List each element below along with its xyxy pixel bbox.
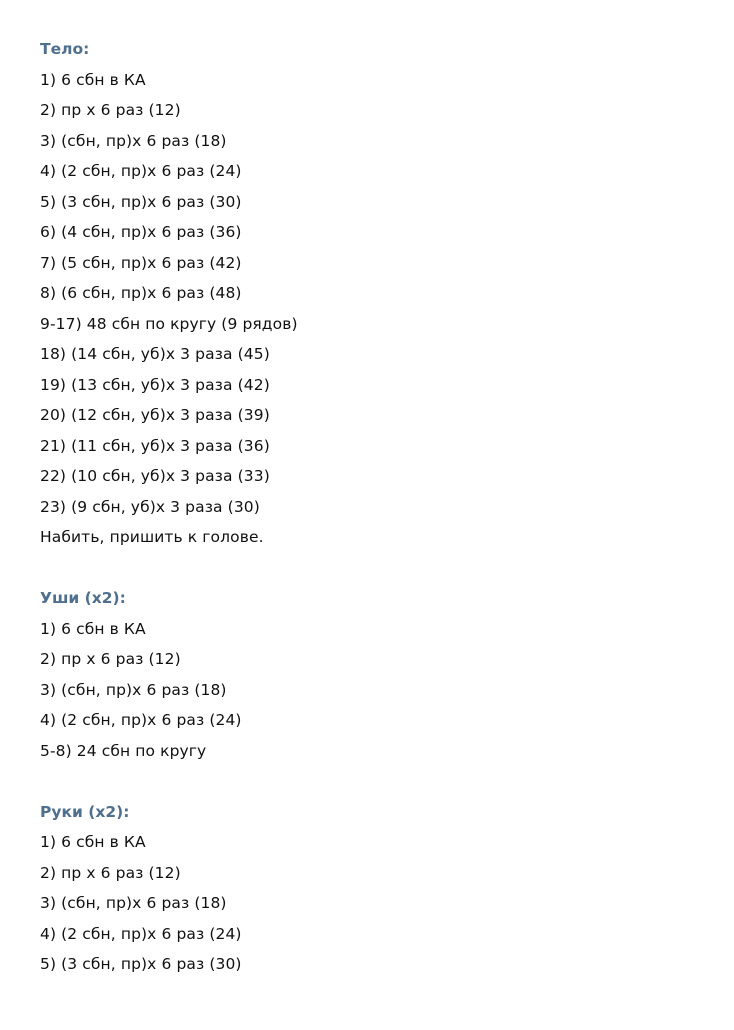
section-arms xyxy=(40,797,700,980)
pattern-row: 1) 6 сбн в КА xyxy=(40,833,146,851)
pattern-row: 1) 6 сбн в КА xyxy=(40,70,146,89)
pattern-row: 1) 6 сбн в КА xyxy=(40,619,146,638)
pattern-row: 5-8) 24 сбн по кругу xyxy=(40,741,207,760)
section-heading: Уши (х2): xyxy=(40,589,126,607)
pattern-row: 3) (сбн, пр)х 6 раз (18) xyxy=(40,680,227,699)
pattern-row: 4) (2 сбн, пр)х 6 раз (24) xyxy=(40,711,242,729)
pattern-row: 4) (2 сбн, пр)х 6 раз (24) xyxy=(40,924,242,943)
pattern-row: 2) пр х 6 раз (12) xyxy=(40,863,181,882)
pattern-row: 8) (6 сбн, пр)х 6 раз (48) xyxy=(40,284,242,302)
pattern-row: 5) (3 сбн, пр)х 6 раз (30) xyxy=(40,192,242,211)
pattern-row: 22) (10 сбн, уб)х 3 раза (33) xyxy=(40,467,270,485)
pattern-row: 3) (сбн, пр)х 6 раз (18) xyxy=(40,894,227,912)
pattern-row: 2) пр х 6 раз (12) xyxy=(40,650,181,668)
pattern-row: 2) пр х 6 раз (12) xyxy=(40,101,181,119)
pattern-row: 18) (14 сбн, уб)х 3 раза (45) xyxy=(40,345,270,363)
pattern-row: 19) (13 сбн, уб)х 3 раза (42) xyxy=(40,375,270,394)
section-body xyxy=(40,34,700,553)
pattern-row: 9-17) 48 сбн по кругу (9 рядов) xyxy=(40,314,298,333)
pattern-row: 5) (3 сбн, пр)х 6 раз (30) xyxy=(40,955,242,973)
pattern-row: 6) (4 сбн, пр)х 6 раз (36) xyxy=(40,223,242,241)
section-heading: Руки (х2): xyxy=(40,802,130,821)
section-heading: Тело: xyxy=(40,40,90,58)
pattern-note: Набить, пришить к голове. xyxy=(40,528,264,546)
pattern-row: 4) (2 сбн, пр)х 6 раз (24) xyxy=(40,162,242,180)
pattern-row: 23) (9 сбн, уб)х 3 раза (30) xyxy=(40,497,260,516)
pattern-row: 7) (5 сбн, пр)х 6 раз (42) xyxy=(40,253,242,272)
pattern-row: 21) (11 сбн, уб)х 3 раза (36) xyxy=(40,436,270,455)
section-ears xyxy=(40,583,700,766)
pattern-row: 3) (сбн, пр)х 6 раз (18) xyxy=(40,131,227,150)
document-body xyxy=(40,34,700,980)
pattern-row: 20) (12 сбн, уб)х 3 раза (39) xyxy=(40,406,270,424)
